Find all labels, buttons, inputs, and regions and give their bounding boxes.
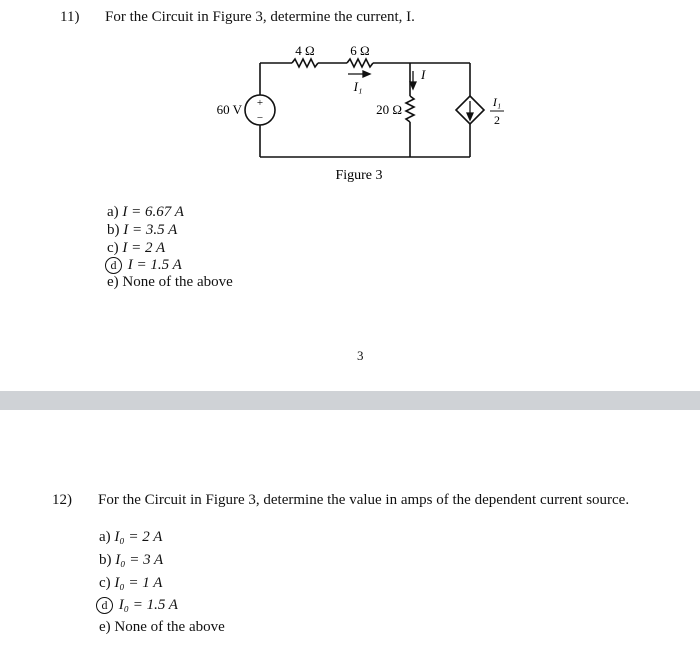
q11-option-c[interactable]: c) I = 2 A (107, 240, 166, 256)
page-divider (0, 391, 700, 410)
q12-option-e[interactable]: e) None of the above (99, 619, 225, 635)
label-i1: I₁ (353, 79, 363, 94)
label-dep-denominator: 2 (494, 113, 500, 127)
selected-answer-circle: d (105, 257, 122, 274)
label-i: I (421, 67, 426, 82)
label-6ohm: 6 Ω (350, 43, 370, 58)
label-plus: + (256, 97, 264, 109)
circuit-figure-3 (0, 0, 700, 200)
label-60v: 60 V (216, 102, 242, 117)
q11-option-e[interactable]: e) None of the above (107, 274, 233, 290)
figure-caption: Figure 3 (335, 168, 383, 183)
dependent-source-arrow (467, 113, 473, 120)
q12-option-c[interactable]: c) I₀ = 1 A (99, 575, 163, 591)
i-arrow (410, 82, 416, 89)
question-11-number: 11) (60, 9, 80, 25)
question-12-number: 12) (52, 492, 72, 508)
question-11-text: For the Circuit in Figure 3, determine the current, I. (105, 9, 415, 25)
resistor-4ohm (292, 59, 318, 67)
q12-option-a[interactable]: a) I₀ = 2 A (99, 529, 163, 545)
label-dep-numerator: I₁ (492, 95, 502, 109)
label-4ohm: 4 Ω (295, 43, 315, 58)
q11-option-a[interactable]: a) I = 6.67 A (107, 204, 184, 220)
q12-option-b[interactable]: b) I₀ = 3 A (99, 552, 164, 568)
label-20ohm: 20 Ω (376, 102, 402, 117)
selected-answer-circle: d (96, 597, 113, 614)
page-number: 3 (357, 348, 364, 363)
question-12-text: For the Circuit in Figure 3, determine the value in amps of the dependent current source. (98, 492, 630, 508)
q11-option-b[interactable]: b) I = 3.5 A (107, 222, 178, 238)
label-minus: − (256, 112, 264, 124)
q11-option-d[interactable]: d I = 1.5 A (105, 256, 182, 274)
resistor-6ohm (347, 59, 373, 67)
i1-arrow (363, 71, 370, 77)
q12-option-d[interactable]: d I₀ = 1.5 A (96, 596, 178, 614)
resistor-20ohm (406, 96, 414, 122)
